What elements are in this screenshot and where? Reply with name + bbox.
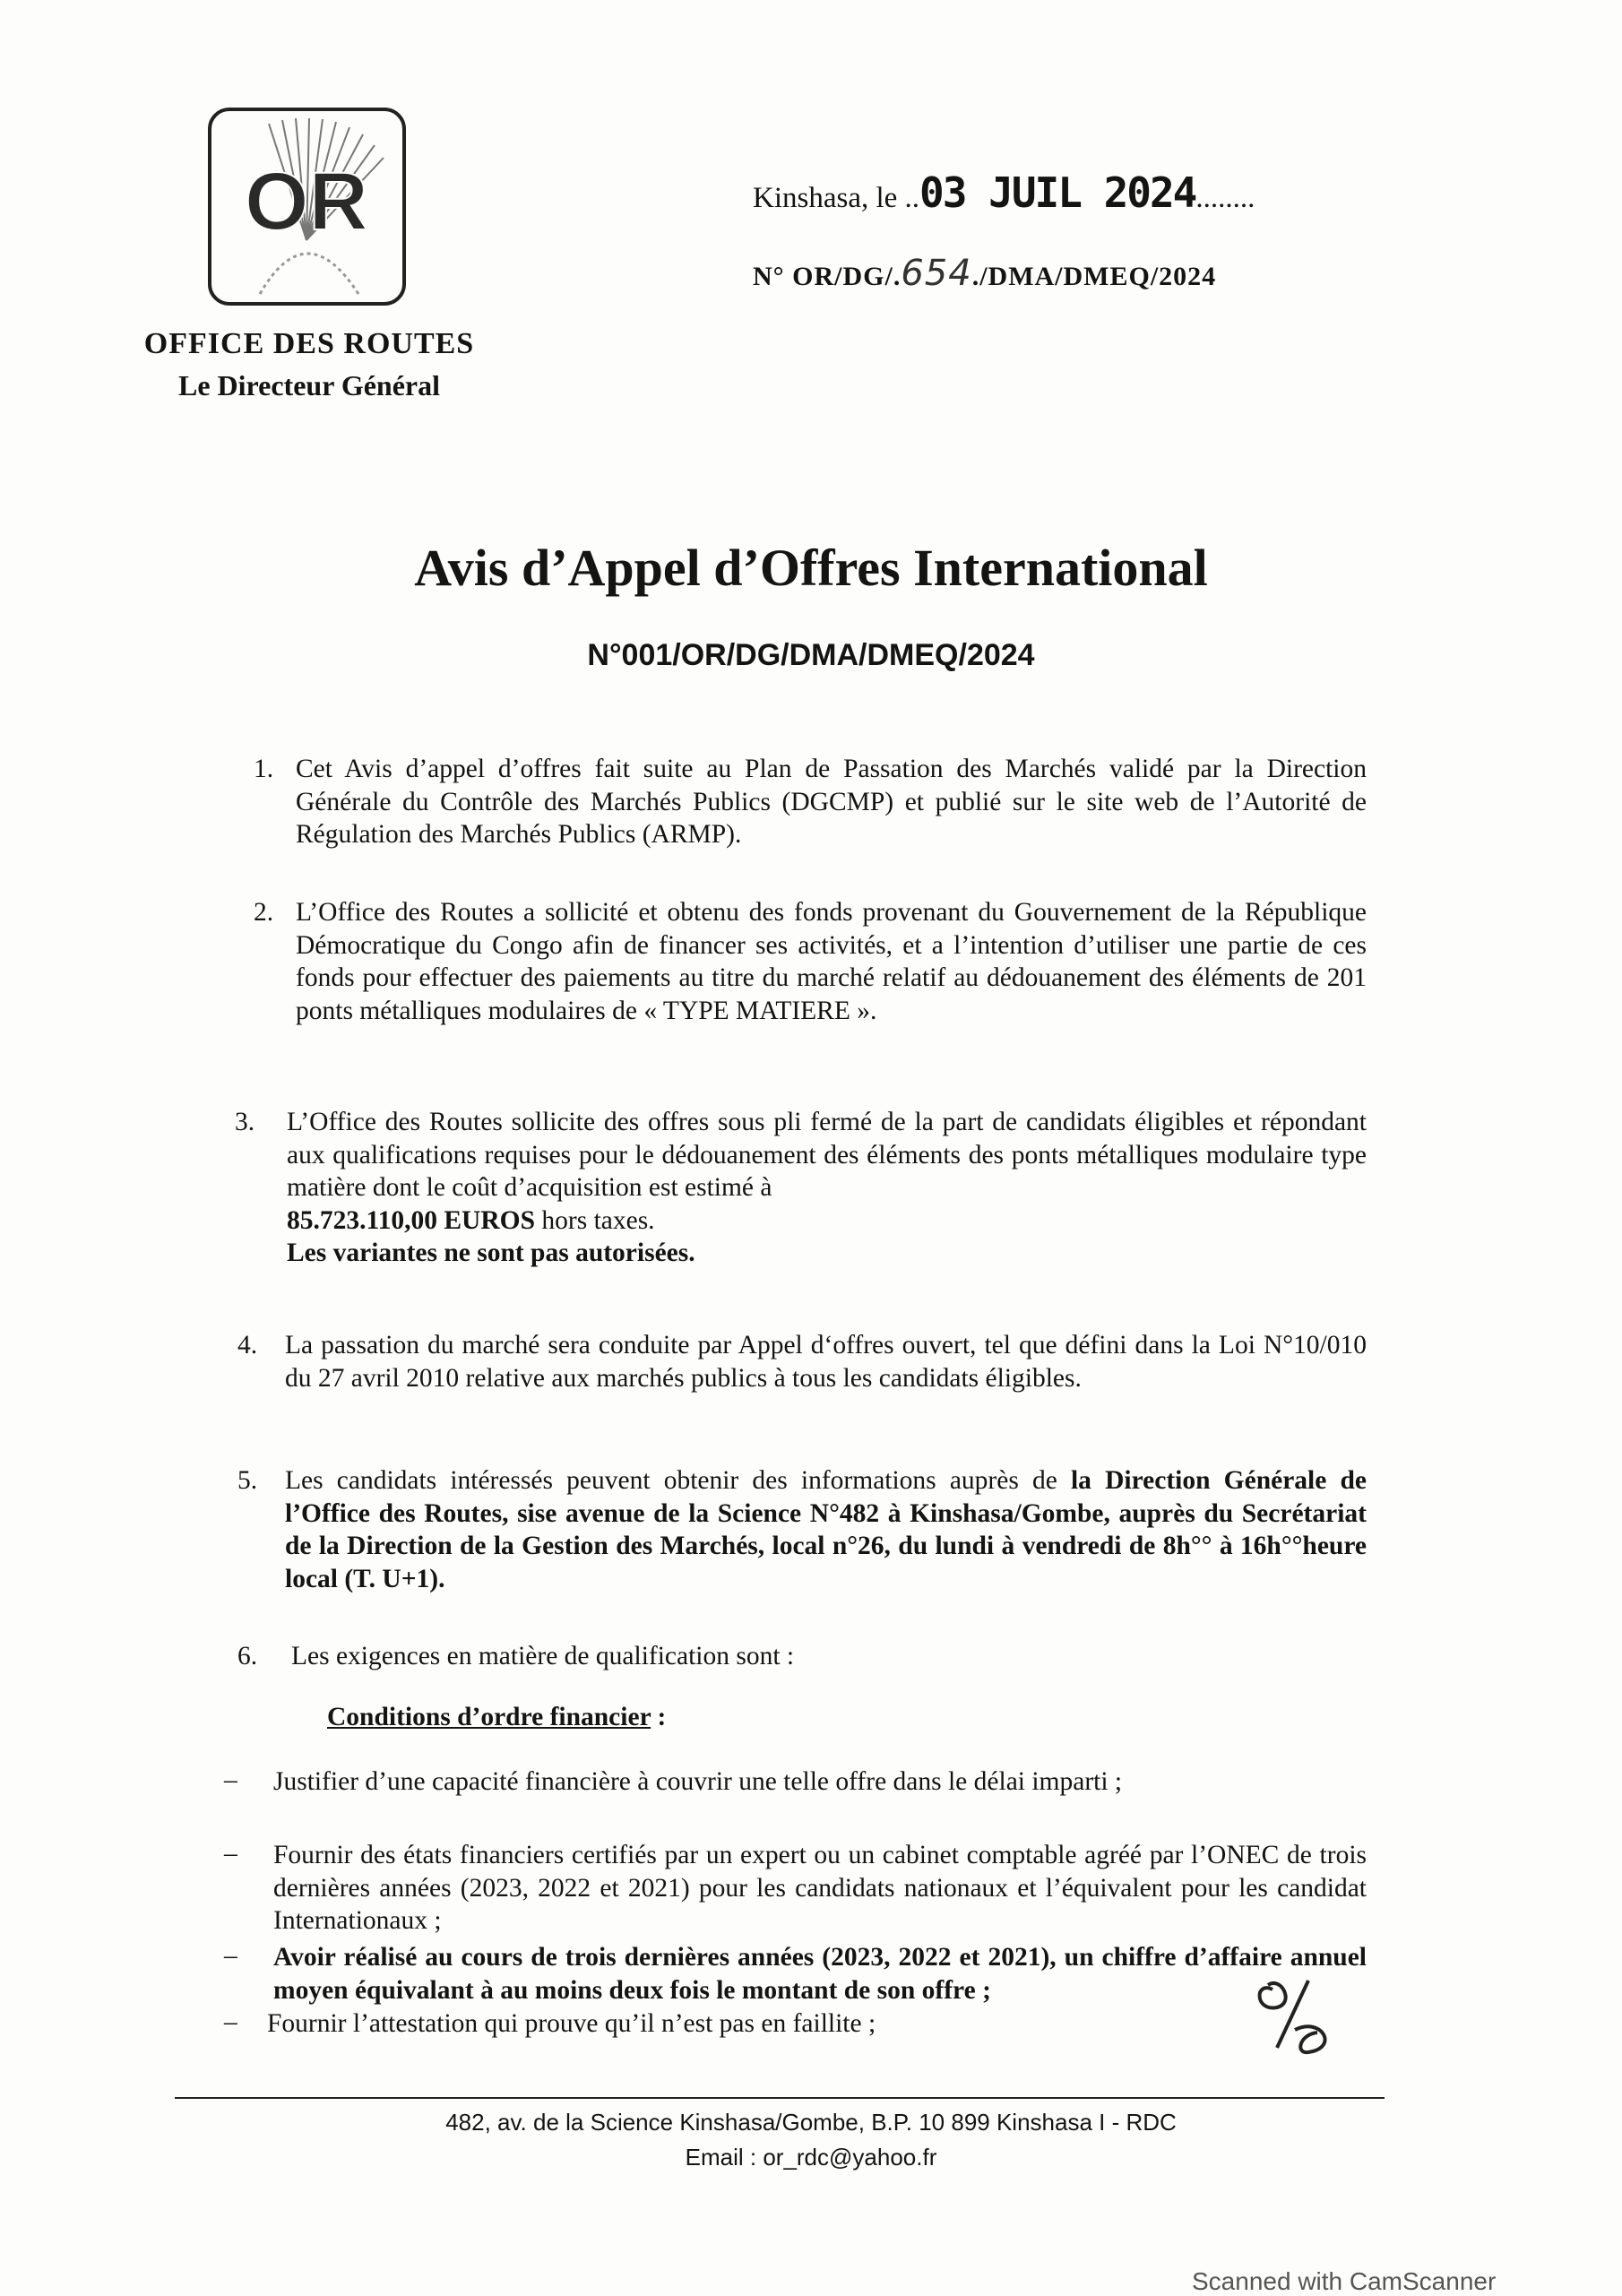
paragraph-4-number: 4. <box>237 1331 258 1359</box>
document-title: Avis d’Appel d’Offres International <box>414 539 1208 597</box>
financial-heading-colon: : <box>651 1703 667 1731</box>
paragraph-5-address: la Direction Générale de l’Office des Routes, sise avenue de la Science N°482 à Kinshasa/Gombe, auprès du Secrétariat de la Direction de la Gestion des Marchés, local n°26, du lundi à vendredi de 8h°° à 16h°°heure local (T. U+1). <box>285 1466 1367 1593</box>
financial-conditions-heading <box>327 1701 1134 1734</box>
reference-number-line <box>753 253 1216 294</box>
place-prefix: Kinshasa, le .. <box>753 182 920 214</box>
paragraph-3 <box>287 1106 1367 1270</box>
ref-handwritten-number: 654 <box>901 253 972 294</box>
footer-divider <box>175 2097 1385 2099</box>
organization-name: OFFICE DES ROUTES <box>143 327 475 360</box>
bullet-dash-3: – <box>224 1941 237 1970</box>
date-stamp: 03 JUIL 2024 <box>919 168 1196 217</box>
financial-item-1: Justifier d’une capacité financière à couvrir une telle offre dans le délai imparti ; <box>273 1767 1123 1796</box>
paragraph-6: Les exigences en matière de qualification sont : <box>291 1642 795 1670</box>
footer-address: 482, av. de la Science Kinshasa/Gombe, B.P. 10 899 Kinshasa I - RDC <box>445 2109 1177 2136</box>
paragraph-1: Cet Avis d’appel d’offres fait suite au Plan de Passation des Marchés validé par la Direction Générale du Contrôle des Marchés Publics (DGCMP) et publié sur le site web de l’Autorité de Régulation des Marchés Publics (ARMP). <box>296 755 1367 849</box>
paragraph-4: La passation du marché sera conduite par Appel d‘offres ouvert, tel que défini dans la Loi N°10/010 du 27 avril 2010 relative aux marchés publics à tous les candidats éligibles. <box>285 1331 1367 1393</box>
place-suffix: ........ <box>1195 182 1255 214</box>
amount-suffix: hors taxes. <box>535 1205 655 1235</box>
handwritten-initials <box>1246 1963 1353 2061</box>
ref-suffix: ./DMA/DMEQ/2024 <box>971 262 1217 291</box>
financial-item-4: Fournir l’attestation qui prouve qu’il n’est pas en faillite ; <box>267 2009 876 2038</box>
paragraph-3-number: 3. <box>235 1108 255 1136</box>
bullet-dash-1: – <box>224 1765 237 1794</box>
paragraph-6-number: 6. <box>237 1642 258 1670</box>
estimated-amount: 85.723.110,00 EUROS <box>287 1205 536 1235</box>
ref-prefix: N° OR/DG/. <box>753 262 902 291</box>
paragraph-2: L’Office des Routes a sollicité et obtenu des fonds provenant du Gouvernement de la République Démocratique du Congo afin de financer ses activités, et a l’intention d’utiliser une partie de ces fonds pour effectuer des paiements au titre du marché relatif au dédouanement des éléments de 201 ponts métalliques modulaires de « TYPE MATIERE ». <box>296 898 1367 1025</box>
variants-notice: Les variantes ne sont pas autorisées. <box>287 1239 695 1267</box>
scan-watermark: Scanned with CamScanner <box>1192 2267 1497 2295</box>
office-des-routes-logo <box>206 106 408 307</box>
paragraph-5 <box>285 1464 1367 1595</box>
paragraph-5-number: 5. <box>237 1466 258 1495</box>
bullet-dash-2: – <box>224 1839 237 1868</box>
place-date-line <box>753 168 1255 217</box>
paragraph-5-text: Les candidats intéressés peuvent obtenir des informations auprès de <box>285 1466 1071 1495</box>
paragraph-1-number: 1. <box>254 755 274 783</box>
bullet-dash-4: – <box>224 2007 237 2036</box>
logo-text: OR <box>245 156 368 247</box>
footer-email: Email : or_rdc@yahoo.fr <box>685 2144 937 2171</box>
financial-heading-text: Conditions d’ordre financier <box>327 1703 651 1731</box>
document-number: N°001/OR/DG/DMA/DMEQ/2024 <box>587 638 1035 672</box>
financial-item-2: Fournir des états financiers certifiés par un expert ou un cabinet comptable agréé par l’ONEC de trois dernières années (2023, 2022 et 2021) pour les candidats nationaux et l’équivalent pour les candidat Internationaux ; <box>273 1841 1367 1935</box>
organization-role: Le Directeur Général <box>177 369 441 401</box>
financial-item-3: Avoir réalisé au cours de trois dernières années (2023, 2022 et 2021), un chiffre d’affaire annuel moyen équivalant à au moins deux fois le montant de son offre ; <box>273 1943 1367 2005</box>
paragraph-3-text: L’Office des Routes sollicite des offres sous pli fermé de la part de candidats éligibles et répondant aux qualifications requises pour le dédouanement des éléments des ponts métalliques modulaire type matière dont le coût d’acquisition est estimé à <box>287 1108 1367 1202</box>
paragraph-2-number: 2. <box>254 898 274 927</box>
